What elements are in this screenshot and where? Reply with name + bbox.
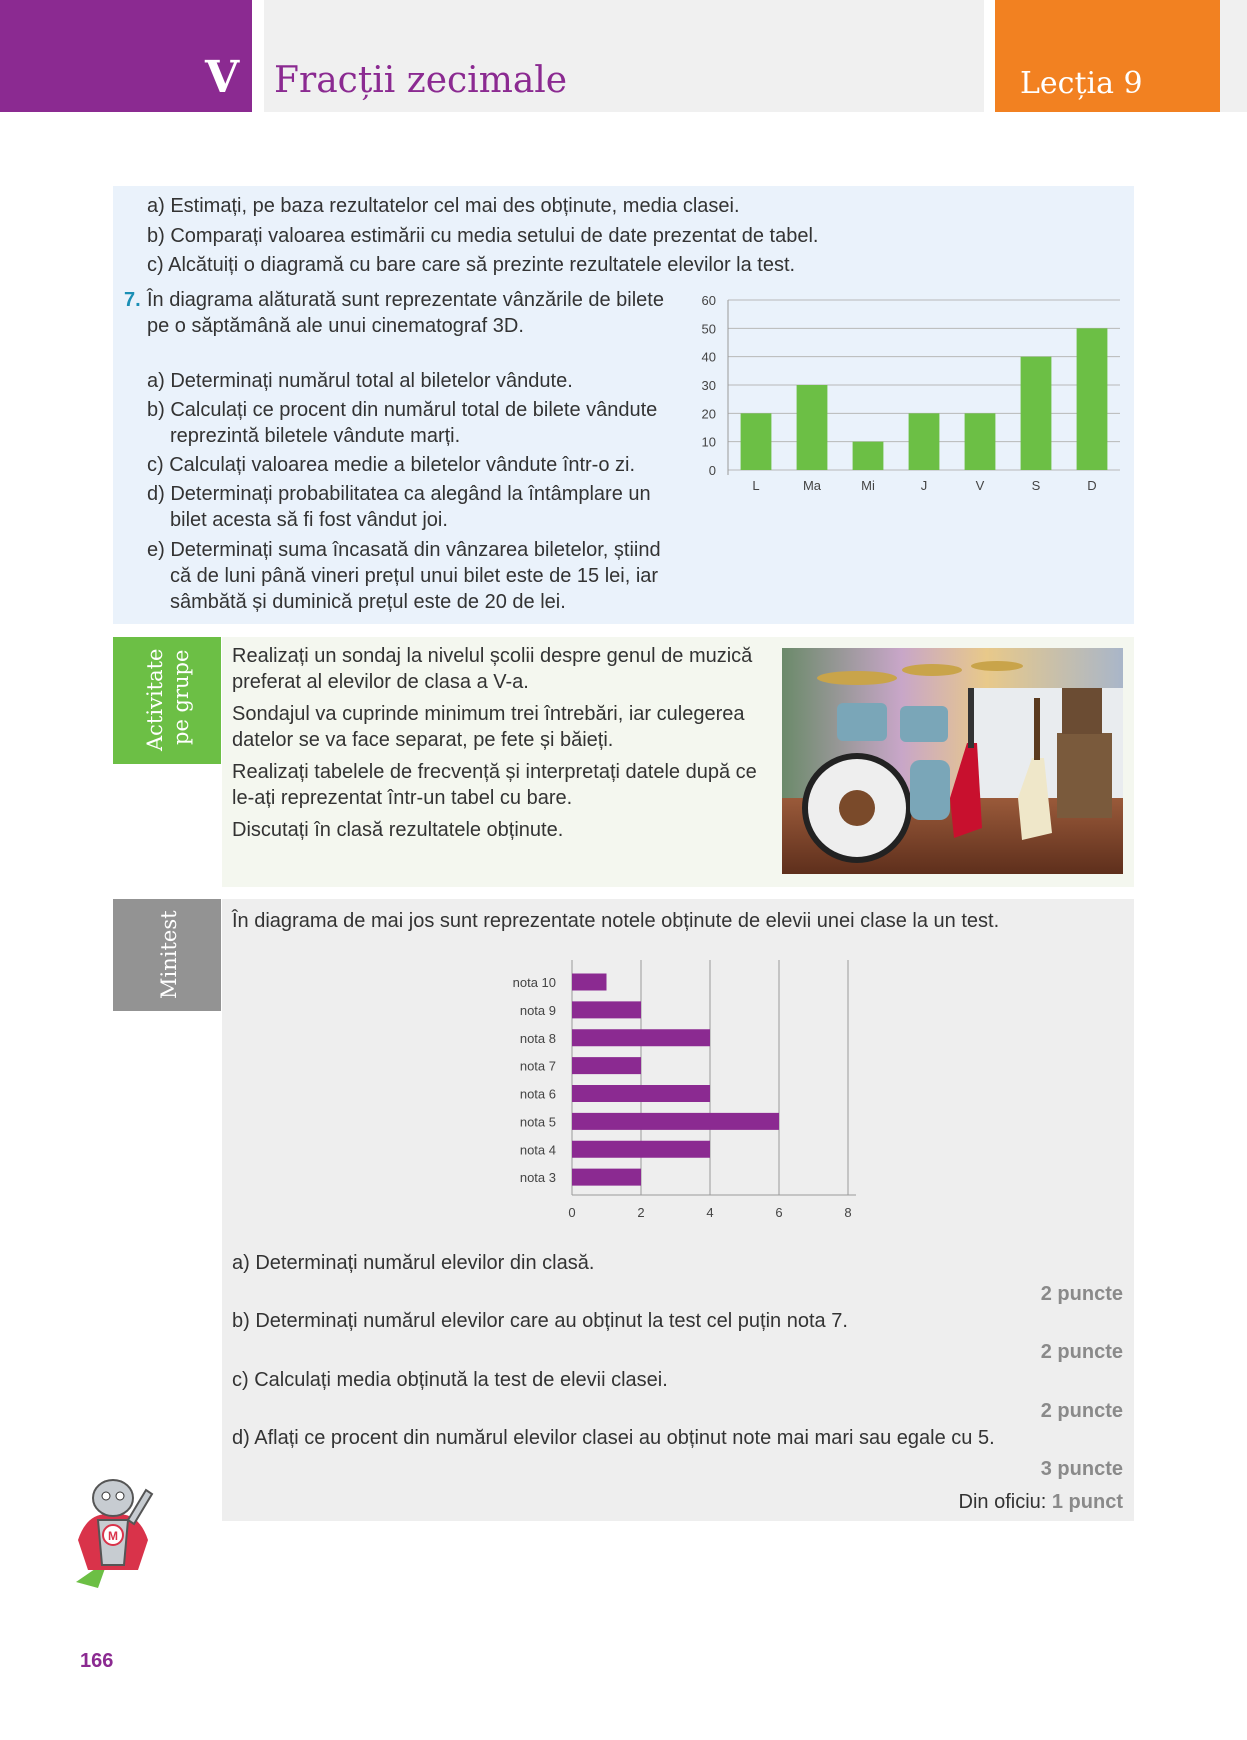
bar-Ma xyxy=(797,385,828,470)
y-tick-label: nota 6 xyxy=(519,1086,556,1102)
ex6-item-a: a) Estimați, pe baza rezultatelor cel mai des obținute, media clasei. xyxy=(147,195,740,217)
y-tick-label: 60 xyxy=(701,293,716,308)
music-instruments-photo xyxy=(782,648,1123,874)
points-b: 2 puncte xyxy=(1040,1341,1123,1363)
y-tick-label: nota 7 xyxy=(519,1058,556,1074)
activity-line-4: datelor se va face separat, pe fete și băieți. xyxy=(232,729,614,751)
bar-J xyxy=(909,413,940,470)
lesson-label: Lecția 9 xyxy=(1020,66,1143,101)
bonus-value: 1 punct xyxy=(1051,1491,1123,1513)
bar-Mi xyxy=(853,442,884,470)
bar-nota-4 xyxy=(572,1141,710,1158)
x-tick-label: S xyxy=(1031,478,1041,493)
question-d: d) Aflați ce procent din numărul elevilor clasei au obținut note mai mari sau egale cu 5. xyxy=(232,1427,995,1449)
activity-line-2: preferat al elevilor de clasa a V-a. xyxy=(232,671,529,693)
x-tick-label: Ma xyxy=(802,478,822,493)
ex7-item-e: e) Determinați suma încasată din vânzarea biletelor, știind xyxy=(147,539,661,561)
y-tick-label: 50 xyxy=(701,321,716,337)
x-tick-label: V xyxy=(975,478,985,493)
bonus-prefix: Din oficiu: xyxy=(958,1491,1052,1513)
y-tick-label: 30 xyxy=(701,378,716,393)
y-tick-label: nota 3 xyxy=(519,1170,556,1186)
ex6-item-c: c) Alcătuiți o diagramă cu bare care să prezinte rezultatele elevilor la test. xyxy=(147,254,796,276)
activity-line-6: le-ați reprezentat într-un tabel cu bare. xyxy=(232,787,573,809)
ex7-intro-line2: pe o săptămână ale unui cinematograf 3D. xyxy=(147,315,524,337)
x-tick-label: 8 xyxy=(844,1205,852,1220)
y-tick-label: 10 xyxy=(701,434,716,450)
page-number: 166 xyxy=(80,1650,114,1672)
minitest-intro: În diagrama de mai jos sunt reprezentate notele obținute de elevii unei clase la un test. xyxy=(232,910,1000,932)
ex7-item-b: b) Calculați ce procent din numărul total de bilete vândute xyxy=(147,399,658,421)
bar-nota-7 xyxy=(572,1057,641,1074)
ex7-item-b-cont: reprezintă biletele vândute marți. xyxy=(170,425,461,447)
points-a: 2 puncte xyxy=(1040,1283,1123,1305)
bar-nota-3 xyxy=(572,1169,641,1186)
x-tick-label: 0 xyxy=(568,1205,576,1220)
svg-text:M: M xyxy=(108,1529,118,1543)
bar-nota-8 xyxy=(572,1029,710,1046)
activity-tab-label-1: Activitate xyxy=(143,648,167,751)
bar-S xyxy=(1021,357,1052,470)
ex6-item-b: b) Comparați valoarea estimării cu media setului de date prezentat de tabel. xyxy=(147,225,819,247)
ex7-item-a: a) Determinați numărul total al biletelor vândute. xyxy=(147,370,573,392)
points-c: 2 puncte xyxy=(1040,1400,1123,1422)
y-tick-label: 0 xyxy=(708,463,716,478)
y-tick-label: nota 9 xyxy=(519,1002,556,1018)
x-tick-label: 6 xyxy=(775,1205,783,1220)
mascot-icon xyxy=(68,1470,158,1590)
activity-tab xyxy=(113,637,221,764)
bar-nota-6 xyxy=(572,1085,710,1102)
x-tick-label: L xyxy=(752,478,760,493)
minitest-tab xyxy=(113,899,221,1011)
ex7-item-e-cont1: că de luni până vineri prețul unui bilet este de 15 lei, iar xyxy=(170,565,659,587)
ex7-intro-line1: În diagrama alăturată sunt reprezentate vânzările de bilete xyxy=(147,289,664,311)
ex7-item-d: d) Determinați probabilitatea ca alegând la întâmplare un xyxy=(147,483,651,505)
question-c: c) Calculați media obținută la test de elevii clasei. xyxy=(232,1369,668,1391)
x-tick-label: Mi xyxy=(861,478,875,493)
ex7-number: 7. xyxy=(124,289,141,311)
bar-nota-10 xyxy=(572,974,607,991)
x-tick-label: D xyxy=(1087,478,1097,493)
question-a: a) Determinați numărul elevilor din clasă. xyxy=(232,1252,595,1274)
y-tick-label: nota 5 xyxy=(519,1114,556,1130)
x-tick-label: 2 xyxy=(637,1205,645,1220)
y-tick-label: 20 xyxy=(701,406,716,422)
bonus-line xyxy=(959,1489,1124,1515)
ex7-item-e-cont2: sâmbătă și duminică prețul este de 20 de lei. xyxy=(170,591,566,613)
bar-L xyxy=(741,413,772,470)
chapter-title: Fracții zecimale xyxy=(274,60,568,101)
header-edge xyxy=(1220,0,1247,112)
chapter-number: V xyxy=(205,52,240,103)
y-tick-label: nota 10 xyxy=(512,975,556,990)
x-tick-label: 4 xyxy=(706,1205,714,1220)
activity-line-3: Sondajul va cuprinde minimum trei întrebări, iar culegerea xyxy=(232,703,745,725)
bar-nota-5 xyxy=(572,1113,779,1130)
y-tick-label: nota 8 xyxy=(519,1030,556,1046)
ticket-sales-chart xyxy=(680,285,1130,500)
minitest-tab-label: Minitest xyxy=(157,910,181,999)
bar-V xyxy=(965,413,996,470)
question-b: b) Determinați numărul elevilor care au obținut la test cel puțin nota 7. xyxy=(232,1310,848,1332)
points-d: 3 puncte xyxy=(1040,1458,1123,1480)
activity-tab-label-2: pe grupe xyxy=(169,649,193,745)
x-tick-label: J xyxy=(920,478,928,493)
grades-chart xyxy=(470,950,870,1230)
activity-line-7: Discutați în clasă rezultatele obținute. xyxy=(232,819,564,841)
y-tick-label: nota 4 xyxy=(519,1142,556,1158)
bar-nota-9 xyxy=(572,1001,641,1018)
y-tick-label: 40 xyxy=(701,349,716,365)
ex7-item-c: c) Calculați valoarea medie a biletelor vândute într-o zi. xyxy=(147,454,636,476)
bar-D xyxy=(1077,328,1108,470)
activity-line-5: Realizați tabelele de frecvență și interpretați datele după ce xyxy=(232,761,757,783)
activity-line-1: Realizați un sondaj la nivelul școlii despre genul de muzică xyxy=(232,645,753,667)
ex7-item-d-cont: bilet acesta să fi fost vândut joi. xyxy=(170,509,448,531)
